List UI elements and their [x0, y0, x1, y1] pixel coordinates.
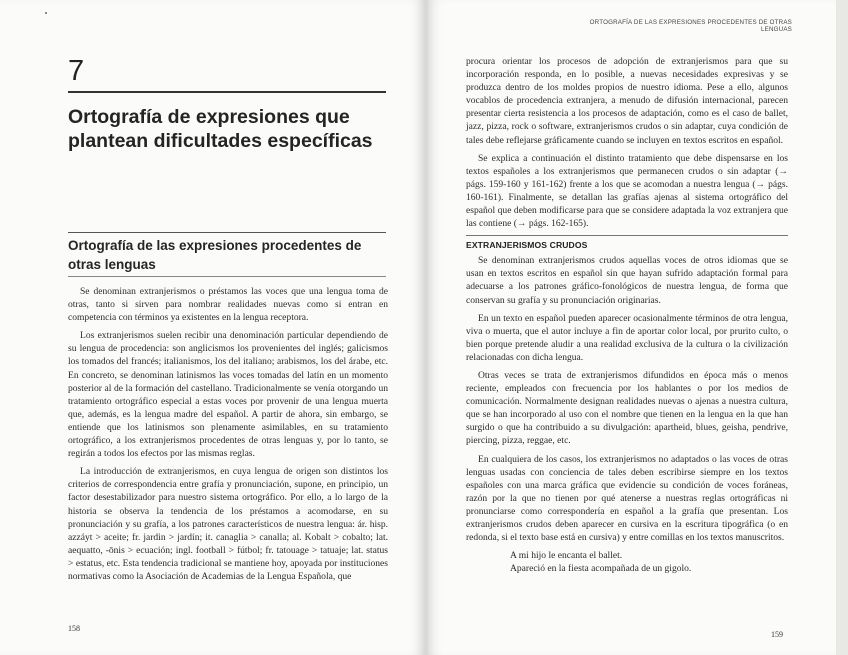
left-paragraph-3: La introducción de extranjerismos, en cuya lengua de origen son distintos los criterios de correspondencia entre grafía y pronunciación, supone, en principio, un factor desestabilizador para nuestro sistema ortográfico. Por ello, a lo largo de la historia se observa la tendencia de los préstamos a acomodarse, en su pronunciación y su grafía, a los patrones característicos de nuestra lengua: ár. hisp. azzáyt > aceite; fr. jardin > jardín; it. canaglia > canalla; al. Kobalt > cobalto; lat. aequatto, -ōnis > ecuación; ingl. football > fútbol; fr. tatouage > tatuaje; lat. status > estatus, etc. Esta tendencia tradicional se mantiene hoy, apoyada por instituciones normativas como la Asociación de Academias de la Lengua Española, que	[68, 466, 388, 582]
page-number-left: 158	[68, 624, 80, 633]
right-paragraph-5: Otras veces se trata de extranjerismos difundidos en época más o menos reciente, empleados con frecuencia por los hablantes o por los medios de comunicación. Normalmente designan realidades nuevas o ajenas a nuestra cultura, que se han incorporado al uso con el nombre que tienen en la lengua en la que han surgido o que ha contribuido a su divulgación: apartheid, blues, geisha, pendrive, piercing, pizza, reggae, etc.	[466, 369, 788, 447]
scan-speck	[45, 12, 47, 14]
section-title: Ortografía de las expresiones procedentes de otras lenguas	[68, 238, 362, 272]
page-number-right: 159	[771, 630, 783, 639]
chapter-title: Ortografía de expresiones que plantean dificultades específicas	[68, 106, 373, 152]
right-paragraph-3: Se denominan extranjerismos crudos aquellas voces de otros idiomas que se usan en textos escritos en español sin que hayan sufrido adaptación formal para adecuarse a los patrones gráfico-fonológicos de nuestra lengua, de forma que conservan su grafía y su pronunciación originarias.	[466, 255, 788, 306]
right-paragraph-2: Se explica a continuación el distinto tratamiento que debe dispensarse en los textos españoles a los extranjerismos que permanecen crudos o sin adaptar (→ págs. 159-160 y 161-162) frente a los que se acomodan a nuestra lengua (→ págs. 160-161). Finalmente, se detallan las grafías ajenas al sistema ortográfico del español que deben modificarse para que se considere adaptada la voz extranjera que las contiene (→ págs. 162-165).	[466, 152, 788, 230]
example-line-2: Apareció en la fiesta acompañada de un gigolo.	[510, 563, 692, 575]
chapter-number: 7	[68, 55, 85, 87]
right-paragraph-1: procura orientar los procesos de adopción de extranjerismos para que su incorporación responda, en lo posible, a nuevas necesidades expresivas y se produzca dentro de los moldes propios de nuestro idioma. Pese a ello, algunos vocablos de procedencia extranjera, a menudo de difusión internacional, parecen presentar cierta resistencia a los procesos de adaptación, como es el caso de ballet, jazz, pizza, rock o software, extranjerismos crudos o sin adaptar, cuya condición de tales debe reflejarse gráficamente cuando se incluyen en textos escritos en español.	[466, 56, 788, 146]
subheading-extranjerismos-crudos: EXTRANJERISMOS CRUDOS	[466, 240, 588, 251]
running-head: ORTOGRAFÍA DE LAS EXPRESIONES PROCEDENTES DE OTRAS LENGUAS	[589, 19, 792, 33]
section-rule-top	[68, 232, 386, 233]
subheading-rule	[466, 235, 788, 236]
chapter-rule	[68, 91, 386, 93]
right-body-text	[466, 55, 788, 575]
example-line-1: A mi hijo le encanta el ballet.	[510, 550, 623, 562]
left-body-text	[68, 285, 388, 588]
left-paragraph-1: Se denominan extranjerismos o préstamos las voces que una lengua toma de otras, tanto si sirven para nombrar realidades nuevas como si entran en competencia con términos ya existentes en la lengua receptora.	[68, 286, 388, 324]
page-edge	[836, 0, 848, 655]
right-paragraph-6: En cualquiera de los casos, los extranjerismos no adaptados o las voces de otras lenguas usadas con conciencia de tales deben escribirse siempre en los textos españoles con una marca gráfica que evidencie su condición de voces foráneas, razón por la que no tienen por qué atenerse a nuestras reglas ortográficas ni pronunciarse como correspondería en español a la grafía que presentan. Los extranjerismos crudos deben aparecer en cursiva en la escritura tipográfica (o en redonda, si el texto base está en cursiva) y entre comillas en los textos manuscritos.	[466, 453, 788, 544]
right-paragraph-4: En un texto en español pueden aparecer ocasionalmente términos de otra lengua, viva o muerta, que el autor incluye a fin de aportar color local, por prurito culto, o bien porque pretende aludir a una realidad exclusiva de la cultura o la civilización relacionadas con dicha lengua.	[466, 312, 788, 363]
section-rule-bottom	[68, 276, 386, 277]
left-paragraph-2: Los extranjerismos suelen recibir una denominación particular dependiendo de su lengua de procedencia: son anglicismos los provenientes del inglés; galicismos los tomados del francés; italianismos, los del italiano; arabismos, los del árabe, etc. En concreto, se denominan latinismos las voces tomadas del latín en un momento posterior al de la formación del castellano. Tradicionalmente se venía otorgando un tratamiento ortográfico especial a estas voces por provenir de una lengua muerta que, además, es la lengua madre del español. A partir de ahora, sin embargo, se entiende que los latinismos son plenamente asimilables, en su tratamiento ortográfico, a los extranjerismos procedentes de otras lenguas y, por lo tanto, se regirán a todos los efectos por las mismas reglas.	[68, 330, 388, 460]
